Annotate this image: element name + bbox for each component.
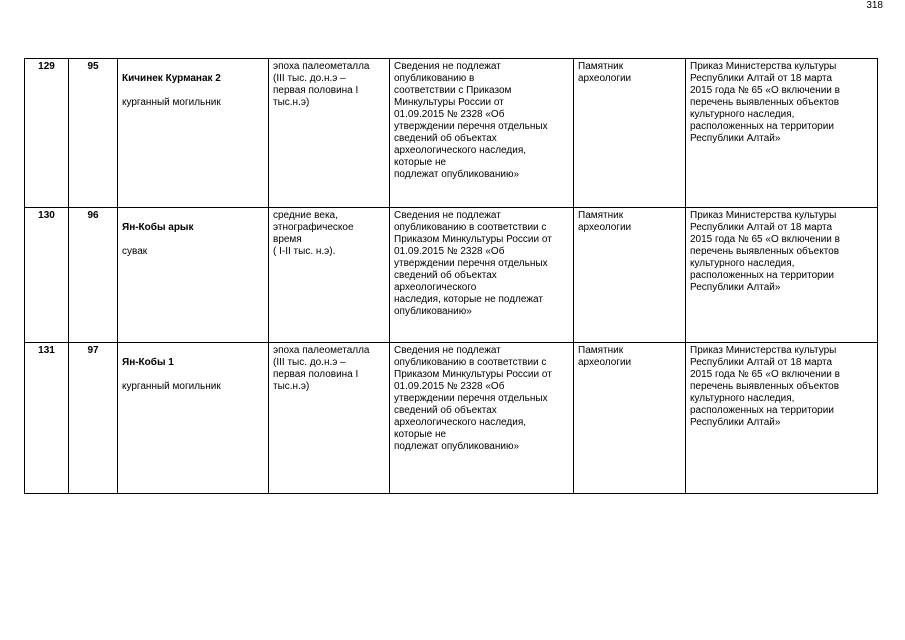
page-number: 318 [866, 0, 883, 11]
address-cell: Сведения не подлежат опубликованию в соответствии с Приказом Минкультуры России от 01.09.2015 № 2328 «Об утверждении перечня отдельных сведений об объектах археологического наследия, которые не подлежат опубликованию» [390, 59, 574, 208]
category-cell: Памятник археологии [574, 208, 686, 343]
row-sub-number: 95 [69, 59, 118, 208]
object-type: курганный могильник [122, 97, 221, 108]
row-number: 129 [25, 59, 69, 208]
row-number: 130 [25, 208, 69, 343]
row-sub-number: 96 [69, 208, 118, 343]
row-number: 131 [25, 343, 69, 494]
document-cell: Приказ Министерства культуры Республики Алтай от 18 марта 2015 года № 65 «О включении в перечень выявленных объектов культурного наследия, расположенных на территории Республики Алтай» [686, 343, 878, 494]
category-cell: Памятник археологии [574, 343, 686, 494]
object-name: Ян-Кобы 1 [122, 357, 174, 368]
category-cell: Памятник археологии [574, 59, 686, 208]
object-cell [118, 208, 269, 343]
object-cell [118, 59, 269, 208]
object-name: Кичинек Курманак 2 [122, 73, 221, 84]
document-cell: Приказ Министерства культуры Республики Алтай от 18 марта 2015 года № 65 «О включении в перечень выявленных объектов культурного наследия, расположенных на территории Республики Алтай» [686, 59, 878, 208]
object-type: сувак [122, 246, 148, 257]
row-sub-number: 97 [69, 343, 118, 494]
address-cell: Сведения не подлежат опубликованию в соответствии с Приказом Минкультуры России от 01.09.2015 № 2328 «Об утверждении перечня отдельных сведений об объектах археологического наследия, которые не подлежат опубликованию» [390, 343, 574, 494]
address-cell: Сведения не подлежат опубликованию в соответствии с Приказом Минкультуры России от 01.09.2015 № 2328 «Об утверждении перечня отдельных сведений об объектах археологического наследия, которые не подлежат опубликованию» [390, 208, 574, 343]
object-type: курганный могильник [122, 381, 221, 392]
table-row [25, 59, 878, 208]
dating-cell: эпоха палеометалла (III тыс. до.н.э – первая половина I тыс.н.э) [269, 59, 390, 208]
table-row [25, 343, 878, 494]
heritage-registry-table [24, 58, 878, 494]
table-row [25, 208, 878, 343]
object-cell [118, 343, 269, 494]
document-cell: Приказ Министерства культуры Республики Алтай от 18 марта 2015 года № 65 «О включении в перечень выявленных объектов культурного наследия, расположенных на территории Республики Алтай» [686, 208, 878, 343]
dating-cell: средние века, этнографическое время ( I-II тыс. н.э). [269, 208, 390, 343]
object-name: Ян-Кобы арык [122, 222, 194, 233]
dating-cell: эпоха палеометалла (III тыс. до.н.э – первая половина I тыс.н.э) [269, 343, 390, 494]
